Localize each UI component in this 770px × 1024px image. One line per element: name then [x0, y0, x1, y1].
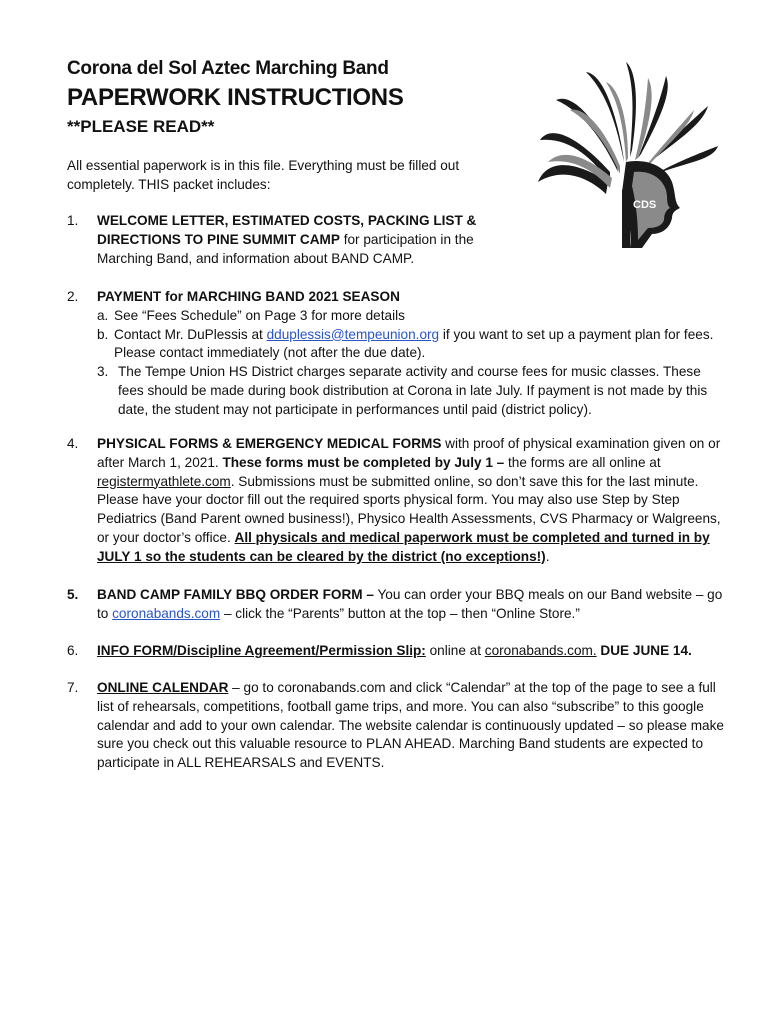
item-text: online at [425, 643, 485, 658]
list-number: 1. [67, 213, 79, 228]
intro-text: All essential paperwork is in this file. Everything must be filled out completely. THIS packet includes: [67, 158, 460, 192]
list-item-7 [67, 679, 727, 773]
item-heading: PAYMENT for MARCHING BAND 2021 SEASON [97, 289, 400, 304]
please-read-note: **PLEASE READ** [67, 117, 215, 136]
item-text: – click the “Parents” button at the top – then “Online Store.” [220, 605, 580, 621]
item-heading: INFO FORM/Discipline Agreement/Permission Slip: [97, 643, 426, 658]
sub-label: 3. [97, 364, 109, 380]
list-number: 6. [67, 643, 79, 658]
list-item-4 [67, 435, 727, 567]
page-title: PAPERWORK INSTRUCTIONS [67, 84, 404, 111]
item-heading: ONLINE CALENDAR [97, 680, 229, 695]
item-heading: BAND CAMP FAMILY BBQ ORDER FORM – [97, 587, 374, 602]
list-item-2 [67, 288, 727, 420]
sub-item-3 [84, 363, 727, 419]
sub-item-b [97, 326, 727, 364]
item-text: – go to coronabands.com and click “Calendar” at the top of the page to see a full list of rehearsals, competitions, football game trips, and more. You can also “subscribe” to this google calendar and add to your own calendar. The website calendar is continuously updated – so please make sure you check out this valuable resource to PLAN AHEAD. Marching Band students are expected to participate in ALL REHEARSALS and EVENTS. [97, 680, 724, 771]
sub-text: The Tempe Union HS District charges separate activity and course fees for music classes. These fees should be made during book distribution at Corona in late July. If payment is not made by this date, the student may not participate in performances until paid (district policy). [118, 364, 708, 417]
item-heading: WELCOME LETTER, ESTIMATED COSTS, PACKING LIST & DIRECTIONS TO PINE SUMMIT CAMP [97, 213, 477, 247]
sub-text: Contact Mr. DuPlessis at [114, 326, 267, 342]
deadline-text: These forms must be completed by July 1 – [222, 454, 505, 470]
sub-text: See “Fees Schedule” on Page 3 for more details [114, 307, 405, 323]
list-number: 2. [67, 289, 79, 304]
aztec-logo [538, 62, 718, 248]
sub-label: a. [97, 307, 109, 323]
item-text: You can order your BBQ meals on our Band website – go to [97, 587, 723, 621]
list-number: 4. [67, 436, 79, 451]
item-text: with proof of physical examination given on or after March 1, 2021. [97, 436, 721, 470]
registermyathlete-link[interactable]: registermyathlete.com [97, 473, 231, 489]
item-text: for participation in the Marching Band, and information about BAND CAMP. [97, 231, 474, 266]
list-item-1 [67, 212, 507, 268]
item-text: the forms are all online at [504, 454, 661, 470]
important-notice: All physicals and medical paperwork must be completed and turned in by JULY 1 so the students can be cleared by the district (no exceptions!) [97, 529, 710, 564]
coronabands-link[interactable]: coronabands.com. [484, 643, 597, 658]
item-heading: PHYSICAL FORMS & EMERGENCY MEDICAL FORMS [97, 436, 442, 451]
list-item-6 [67, 642, 727, 661]
list-item-5 [67, 586, 727, 624]
sub-text: if you want to set up a payment plan for fees. Please contact immediately (not after the due date). [114, 326, 714, 361]
item-text: . Submissions must be submitted online, so don’t save this for the last minute. Please have your doctor fill out the required sports physical form. You may also use Step by Step Pediatrics (Band Parent owned business!), Physico Health Assessments, CVS Pharmacy or Walgreens, or your doctor’s office. [97, 473, 721, 545]
list-number: 5. [67, 587, 79, 602]
sub-label: b. [97, 326, 109, 342]
coronabands-link[interactable]: coronabands.com [112, 605, 221, 621]
item-text: . [545, 548, 550, 564]
svg-text:CDS: CDS [633, 199, 657, 211]
sub-item-a [97, 307, 727, 326]
email-link[interactable]: dduplessis@tempeunion.org [266, 326, 440, 342]
due-date: DUE JUNE 14. [596, 643, 692, 658]
list-number: 7. [67, 680, 79, 695]
org-name: Corona del Sol Aztec Marching Band [67, 58, 389, 79]
